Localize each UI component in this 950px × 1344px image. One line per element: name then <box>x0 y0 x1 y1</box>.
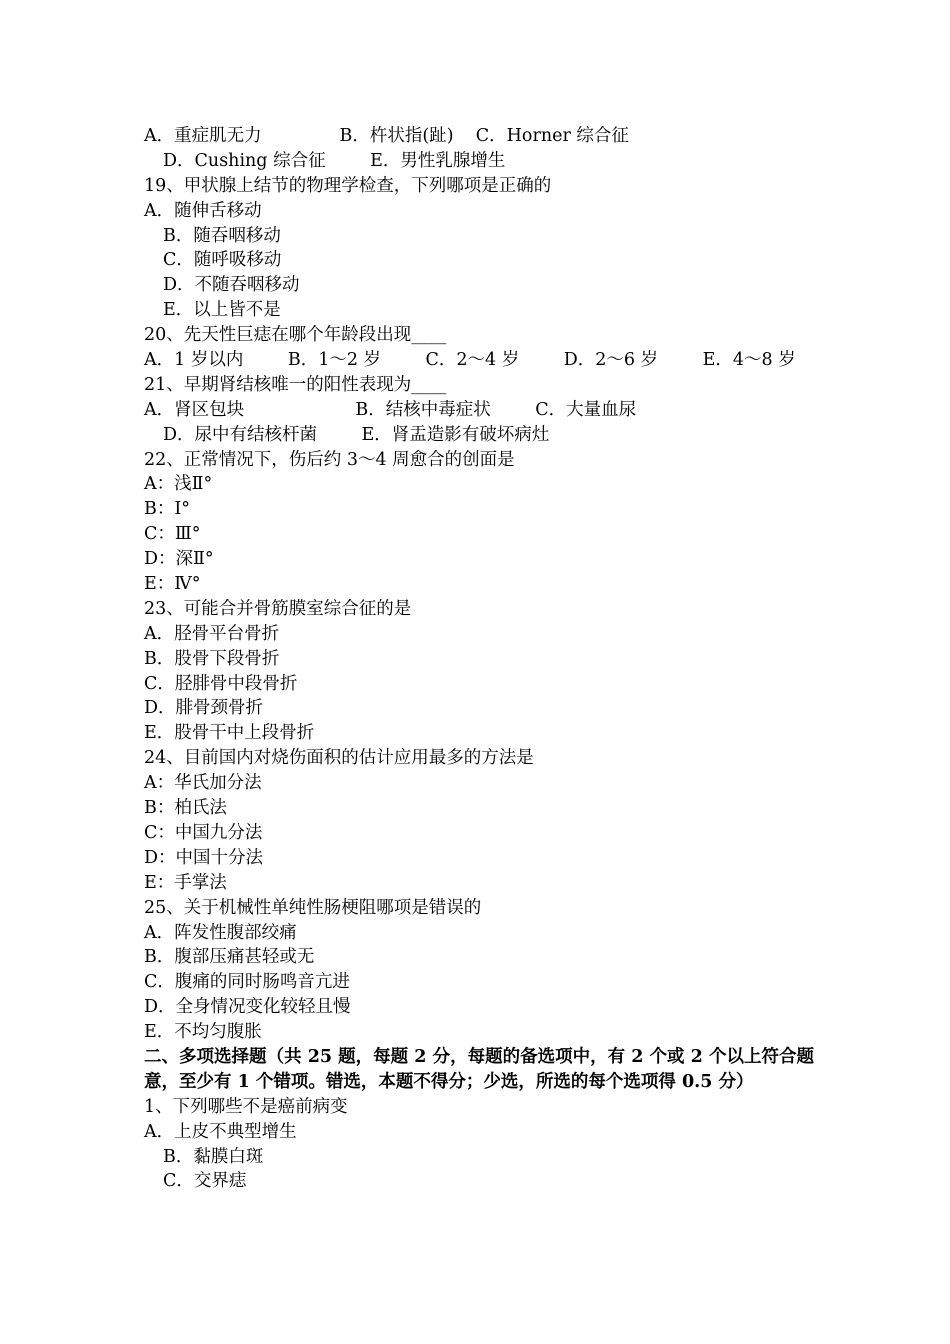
text-line: 24、目前国内对烧伤面积的估计应用最多的方法是 <box>144 748 534 769</box>
text-line: E：Ⅳ° <box>144 574 201 595</box>
text-line: D：深Ⅱ° <box>144 549 214 570</box>
text-line: D：中国十分法 <box>144 847 264 868</box>
document-page <box>144 124 814 1194</box>
text-line: E：手掌法 <box>144 872 227 893</box>
text-line: B．腹部压痛甚轻或无 <box>144 947 315 968</box>
text-line: D．Cushing 综合征 E．男性乳腺增生 <box>163 150 506 171</box>
text-line: 21、早期肾结核唯一的阳性表现为____ <box>144 374 447 395</box>
text-line: C．腹痛的同时肠鸣音亢进 <box>144 972 350 993</box>
text-line: 23、可能合并骨筋膜室综合征的是 <box>144 598 412 619</box>
text-line: C．胫腓骨中段骨折 <box>144 673 298 694</box>
question-lines-after <box>144 1095 814 1195</box>
text-line: D．不随吞咽移动 <box>163 275 300 296</box>
text-line: D．全身情况变化较轻且慢 <box>144 997 351 1018</box>
text-line: 25、关于机械性单纯性肠梗阻哪项是错误的 <box>144 897 482 918</box>
text-line: 1、下列哪些不是癌前病变 <box>144 1096 348 1117</box>
text-line: A．肾区包块 B．结核中毒症状 C．大量血尿 <box>144 399 637 420</box>
text-line: C．交界痣 <box>163 1171 247 1192</box>
text-line: B：柏氏法 <box>144 798 227 819</box>
text-line: C：中国九分法 <box>144 822 263 843</box>
text-line: C：Ⅲ° <box>144 524 201 545</box>
text-line: 19、甲状腺上结节的物理学检查，下列哪项是正确的 <box>144 175 552 196</box>
text-line: 20、先天性巨痣在哪个年龄段出现____ <box>144 325 447 346</box>
text-line: A：华氏加分法 <box>144 773 262 794</box>
text-line: E．以上皆不是 <box>163 300 281 321</box>
text-line: A．胫骨平台骨折 <box>144 623 280 644</box>
text-line: C．随呼吸移动 <box>163 250 282 271</box>
text-line: 22、正常情况下，伤后约 3～4 周愈合的创面是 <box>144 449 515 470</box>
text-line: B：Ⅰ° <box>144 499 191 520</box>
text-line: B．随吞咽移动 <box>163 225 281 246</box>
question-lines <box>144 124 814 1045</box>
text-line: B．黏膜白斑 <box>163 1146 264 1167</box>
text-line: A．随伸舌移动 <box>144 200 262 221</box>
section-heading: 二、多项选择题（共 25 题，每题 2 分，每题的备选项中，有 2 个或 2 个以上符合题意，至少有 1 个错项。错选，本题不得分；少选，所选的每个选项得 0.5 分） <box>144 1046 814 1092</box>
text-line: B．股骨下段骨折 <box>144 648 280 669</box>
text-line: D．腓骨颈骨折 <box>144 698 264 719</box>
text-line: A．上皮不典型增生 <box>144 1121 297 1142</box>
text-line: A．重症肌无力 B．杵状指(趾) C．Horner 综合征 <box>144 126 629 146</box>
text-line: A．阵发性腹部绞痛 <box>144 922 297 943</box>
text-line: E．股骨干中上段骨折 <box>144 723 315 744</box>
text-line: E．不均匀腹胀 <box>144 1022 262 1043</box>
text-line: A：浅Ⅱ° <box>144 474 213 495</box>
text-line: D．尿中有结核杆菌 E．肾盂造影有破坏病灶 <box>163 424 550 445</box>
text-line: A．1 岁以内 B．1～2 岁 C．2～4 岁 D．2～6 岁 E．4～8 岁 <box>144 350 796 371</box>
